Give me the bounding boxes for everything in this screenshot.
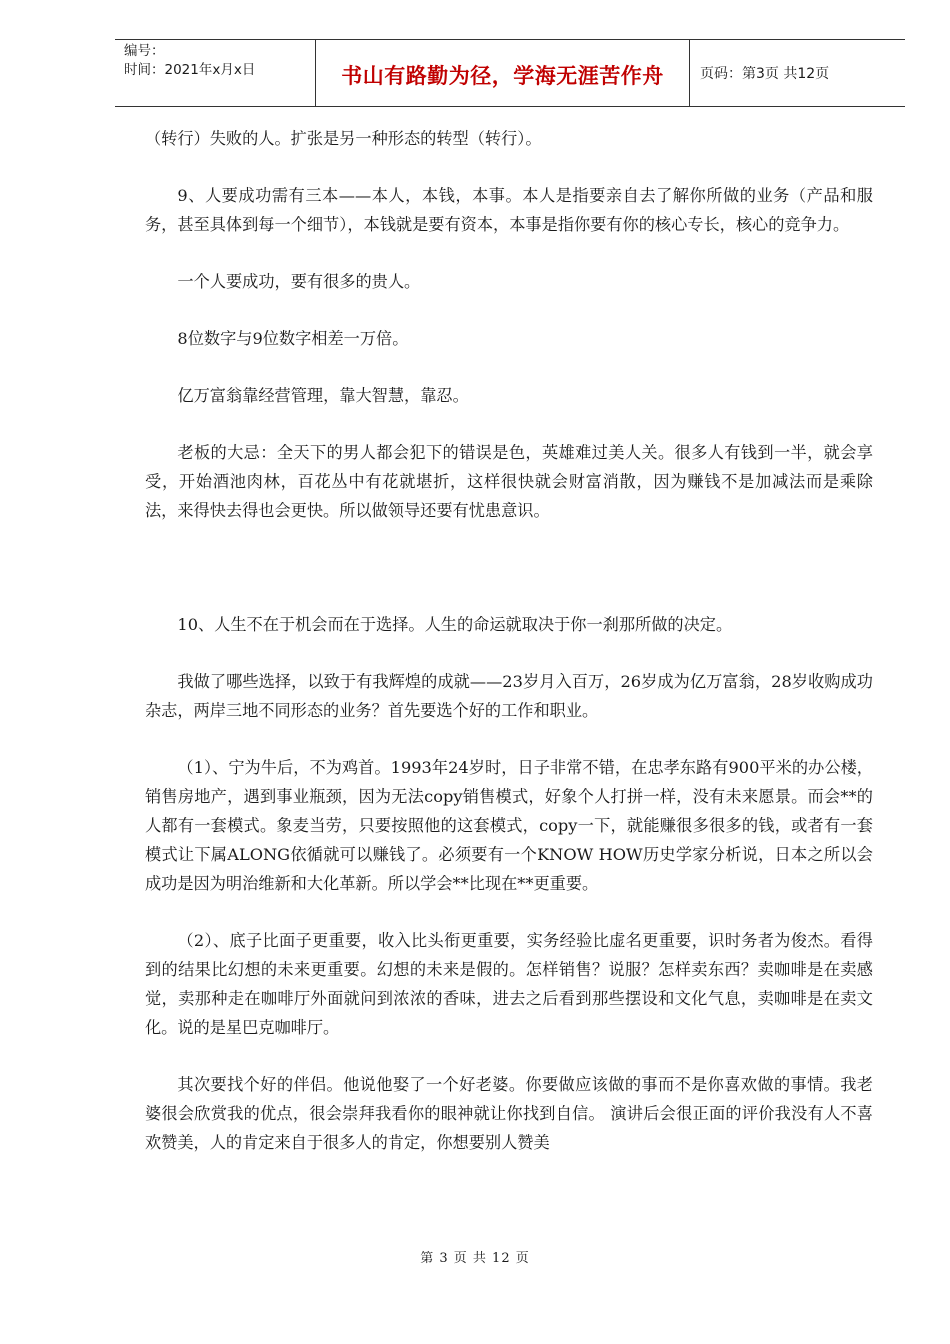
paragraph: 10、人生不在于机会而在于选择。人生的命运就取决于你一刹那所做的决定。: [177, 615, 733, 634]
motto-text: 书山有路勤为径，学海无涯苦作舟: [341, 63, 664, 88]
paragraph: 我做了哪些选择，以致于有我辉煌的成就——23岁月入百万，26岁成为亿万富翁，28岁收购成功杂志，两岸三地不同形态的业务？首先要选个好的工作和职业。: [145, 672, 873, 720]
header-meta-cell: [115, 40, 316, 106]
paragraph: （转行）失败的人。扩张是另一种形态的转型（转行）。: [145, 129, 542, 148]
date-label: 时间：2021年x月x日: [124, 62, 256, 78]
paragraph: 一个人要成功，要有很多的贵人。: [177, 272, 421, 291]
paragraph: （2）、底子比面子更重要，收入比头衔更重要，实务经验比虚名更重要，识时务者为俊杰。看得到的结果比幻想的未来更重要。幻想的未来是假的。怎样销售？说服？怎样卖东西？卖咖啡是在卖感觉，卖那种走在咖啡厅外面就问到浓浓的香味，进去之后看到那些摆设和文化气息，卖咖啡是在卖文化。说的是星巴克咖啡厅。: [145, 931, 873, 1037]
document-body: [145, 124, 873, 1185]
page-info: 页码：第3页 共12页: [700, 66, 830, 82]
paragraph: 其次要找个好的伴侣。他说他娶了一个好老婆。你要做应该做的事而不是你喜欢做的事情。我老婆很会欣赏我的优点，很会崇拜我看你的眼神就让你找到自信。 演讲后会很正面的评价我没有人不喜欢赞美，人的肯定来自于很多人的肯定，你想要别人赞美: [145, 1075, 873, 1152]
paragraph: 9、人要成功需有三本——本人，本钱，本事。本人是指要亲自去了解你所做的业务（产品和服务，甚至具体到每一个细节），本钱就是要有资本，本事是指你要有你的核心专长，核心的竞争力。: [145, 186, 873, 234]
blank-spacer: [145, 553, 873, 610]
page-footer: 第 3 页 共 12 页: [420, 1251, 530, 1266]
paragraph: （1）、宁为牛后，不为鸡首。1993年24岁时，日子非常不错，在忠孝东路有900平米的办公楼，销售房地产，遇到事业瓶颈，因为无法copy销售模式，好象个人打拼一样，没有未来愿景。而会**的人都有一套模式。象麦当劳，只要按照他的这套模式，copy一下，就能赚很多很多的钱，或者有一套模式让下属ALONG依循就可以赚钱了。必须要有一个KNOW HOW历史学家分析说，日本之所以会成功是因为明治维新和大化革新。所以学会**比现在**更重要。: [145, 758, 873, 893]
header-motto-cell: [316, 40, 690, 106]
header-page-cell: [690, 40, 905, 106]
paragraph: 老板的大忌：全天下的男人都会犯下的错误是色，英雄难过美人关。很多人有钱到一半，就会享受，开始酒池肉林，百花丛中有花就堪折，这样很快就会财富消散，因为赚钱不是加减法而是乘除法，来得快去得也会更快。所以做领导还要有忧患意识。: [145, 443, 873, 520]
paragraph: 8位数字与9位数字相差一万倍。: [177, 329, 409, 348]
header-table: [115, 39, 905, 107]
paragraph: 亿万富翁靠经营管理，靠大智慧，靠忍。: [177, 386, 469, 405]
serial-label: 编号：: [124, 43, 165, 59]
